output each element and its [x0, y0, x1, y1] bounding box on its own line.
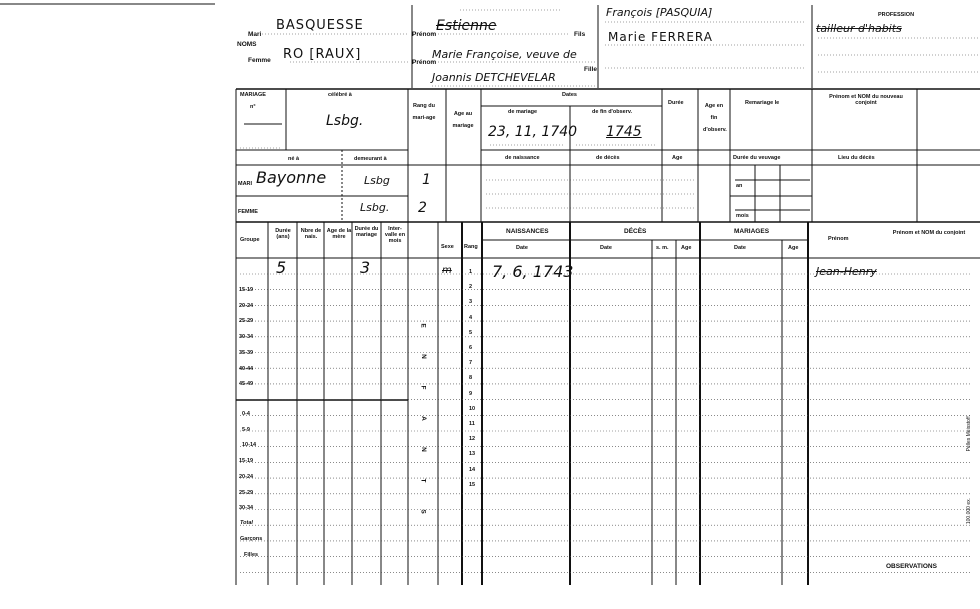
group-label-top: 35-39: [239, 349, 254, 356]
rang-number: 5: [469, 329, 473, 336]
rang-number: 1: [469, 269, 473, 275]
garcons-label: Garçons: [240, 536, 263, 542]
femme-row-label: FEMME: [238, 209, 258, 215]
first-child-prenom: Jean-Henry: [816, 265, 877, 278]
first-duree-value: 5: [276, 258, 287, 277]
prenom-header: Prénom: [828, 236, 849, 242]
first-birth-date-value: 7, 6, 1743: [492, 262, 574, 281]
group-label-bottom: 15-19: [239, 458, 254, 465]
remariage-label: Remariage le: [745, 100, 780, 106]
de-mariage-label: de mariage: [508, 109, 538, 115]
celebre-label: célébré à: [328, 92, 352, 98]
date-fin-value: 1745: [606, 124, 642, 140]
date-mariage-value: 23, 11, 1740: [488, 124, 578, 140]
nouveau-conjoint-label: Prénom et NOM du nouveau conjoint: [829, 94, 903, 106]
rang-number: 9: [469, 390, 473, 397]
first-duree-mariage-value: 3: [360, 258, 371, 277]
filles-label: Filles: [244, 552, 259, 558]
femme-rang-value: 2: [418, 200, 427, 216]
enfants-letter: N: [419, 447, 427, 452]
mari-label: Mari: [248, 31, 262, 38]
rang-number: 7: [469, 360, 473, 367]
duree-mariage-header: Durée du mariage: [354, 226, 379, 238]
femme-demeurant-value: Lsbg.: [360, 201, 390, 214]
mari-nom: BASQUESSE: [276, 18, 364, 33]
rang-number: 4: [469, 314, 473, 321]
lieu-deces-label: Lieu du décès: [838, 155, 875, 161]
naissance-date-header: Date: [516, 245, 528, 251]
rang-number: 15: [469, 481, 476, 488]
age-fin-label: Age en fin d'observ.: [703, 103, 727, 133]
mariages-header: MARIAGES: [734, 228, 770, 235]
enfants-letter: N: [419, 354, 427, 359]
age-mariage-label: Age au mariage: [452, 111, 474, 129]
group-label-bottom: 25-29: [239, 489, 254, 496]
ne-a-label: né à: [288, 156, 300, 162]
fils-value: François [PASQUIA]: [606, 6, 713, 19]
rang-number: 12: [469, 436, 476, 443]
sm-header: s. m.: [656, 245, 669, 251]
fille-label: Fille: [584, 66, 598, 73]
femme-prenom: Marie Françoise, veuve de: [432, 48, 577, 61]
conjoint-header: Prénom et NOM du conjoint: [892, 230, 966, 236]
prenom-label-femme: Prénom: [412, 59, 437, 66]
enfants-letter: A: [419, 416, 427, 421]
deces-label: de décès: [596, 155, 620, 161]
rang-number: 3: [469, 299, 473, 306]
mari-rang-value: 1: [422, 172, 431, 188]
group-label-top: 25-29: [239, 318, 254, 325]
prenom-label-mari: Prénom: [412, 31, 437, 38]
rang-mariage-label: Rang du mari-age: [412, 103, 436, 121]
femme-label: Femme: [248, 57, 271, 64]
group-label-top: 45-49: [239, 381, 254, 388]
group-label-bottom: 30-34: [239, 505, 254, 512]
enfants-letter: E: [419, 323, 427, 328]
side-text-print-run: 100.000 ex.: [966, 498, 972, 525]
rang-number: 6: [469, 345, 473, 351]
mari-row-label: MARI: [238, 181, 253, 187]
mariage-label: MARIAGE: [240, 92, 266, 98]
duree-veuvage-label: Durée du veuvage: [733, 155, 781, 161]
mari-prenom: Estienne: [436, 18, 497, 34]
side-text-publisher: Pelles Meisstoff.: [966, 415, 972, 452]
deces-age-header: Age: [681, 245, 692, 251]
rang-number: 10: [469, 405, 476, 412]
groupe-header: Groupe: [240, 237, 260, 243]
profession-label: PROFESSION: [878, 12, 915, 18]
mariages-date-header: Date: [734, 245, 746, 251]
rang-number: 2: [469, 284, 473, 291]
rang-header: Rang: [464, 244, 478, 250]
duree-header: Durée (ans): [275, 228, 291, 240]
profession-value: tailleur d'habits: [816, 22, 902, 35]
group-label-bottom: 5-9: [242, 426, 250, 433]
mariage-place: Lsbg.: [326, 113, 364, 129]
first-sexe-value: m: [442, 265, 452, 276]
rang-number: 14: [469, 466, 476, 473]
fin-observ-label: de fin d'observ.: [592, 109, 633, 115]
no-label: n°: [250, 104, 256, 110]
femme-prenom-2: Joannis DETCHEVELAR: [432, 71, 556, 84]
nbre-header: Nbre de nais.: [300, 228, 322, 240]
enfants-letter: F: [419, 385, 427, 390]
total-label: Total: [240, 520, 253, 526]
naissances-header: NAISSANCES: [506, 228, 549, 235]
sexe-header: Sexe: [441, 244, 454, 250]
group-label-bottom: 10-14: [242, 442, 257, 449]
rang-number: 11: [469, 421, 475, 427]
femme-nom: RO [RAUX]: [283, 47, 362, 62]
rang-number: 8: [469, 375, 473, 382]
mois-label: mois: [736, 213, 749, 219]
mari-demeurant-value: Lsbg: [364, 174, 390, 187]
demeurant-label: demeurant à: [354, 156, 387, 162]
fille-value: Marie FERRERA: [608, 30, 713, 44]
group-label-top: 15-19: [239, 287, 254, 293]
group-label-top: 20-24: [239, 302, 254, 309]
observations-label: OBSERVATIONS: [886, 563, 937, 570]
dates-label: Dates: [562, 92, 577, 98]
enfants-letter: T: [419, 478, 427, 483]
naissance-label: de naissance: [505, 155, 540, 161]
deces-header: DÉCÈS: [624, 228, 647, 235]
group-label-top: 40-44: [239, 365, 254, 372]
noms-label: NOMS: [237, 41, 257, 48]
age-mere-header: Age de la mère: [326, 228, 352, 240]
rang-number: 13: [469, 451, 476, 458]
age-label: Age: [672, 155, 683, 161]
enfants-letter: S: [419, 509, 427, 514]
intervalle-header: Inter-valle en mois: [384, 226, 406, 244]
group-label-bottom: 0-4: [242, 411, 250, 417]
mari-ne-value: Bayonne: [256, 168, 327, 187]
duree-label: Durée: [668, 100, 684, 106]
deces-date-header: Date: [600, 245, 612, 251]
an-label: an: [736, 183, 743, 189]
group-label-top: 30-34: [239, 334, 254, 341]
fils-label: Fils: [574, 31, 586, 38]
group-label-bottom: 20-24: [239, 473, 254, 480]
mariages-age-header: Age: [788, 245, 799, 251]
